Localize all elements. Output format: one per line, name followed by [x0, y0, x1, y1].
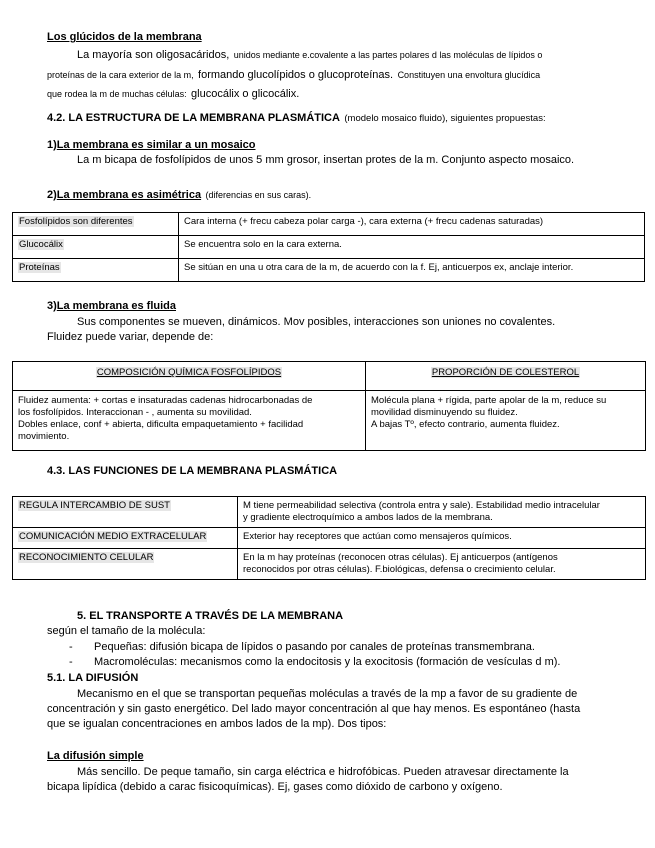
section-5-heading: 5. EL TRANSPORTE A TRAVÉS DE LA MEMBRANA — [77, 610, 344, 622]
simple-diffusion-paragraph — [47, 765, 647, 794]
table-text-line: y gradiente electroquímico a ambos lados de la membrana. — [243, 512, 493, 523]
table-cell-text: Se encuentra solo en la cara externa. — [179, 236, 645, 259]
composition-header: COMPOSICIÓN QUÍMICA FOSFOLÍPIDOS — [96, 367, 282, 378]
table-label: REGULA INTERCAMBIO DE SUST — [19, 500, 170, 511]
point-1-title: La membrana es similar a un mosaico — [56, 139, 256, 151]
point-1-number: 1) — [47, 139, 57, 151]
paragraph-line: que se igualan concentraciones en ambos lados de la mp). Dos tipos: — [47, 718, 387, 730]
glucidos-text-2a: proteínas de la cara exterior de la m, — [47, 70, 194, 80]
table-cell-text: Cara interna (+ frecu cabeza polar carga -), cara externa (+ frecu cadenas saturadas) — [179, 213, 645, 236]
composition-line: los fosfolípidos. Interaccionan - , aumenta su movilidad. — [18, 407, 252, 418]
paragraph-line: Más sencillo. De peque tamaño, sin carga eléctrica e hidrofóbicas. Pueden atravesar directamente la — [77, 766, 569, 778]
table-header-cell — [13, 362, 366, 391]
functions-table — [12, 496, 646, 580]
table-cell-label — [13, 528, 238, 549]
table-row — [13, 497, 646, 528]
point-3-heading — [47, 299, 176, 313]
table-row — [13, 549, 646, 580]
glucidos-heading: Los glúcidos de la membrana — [47, 31, 202, 43]
section-4-2-title: 4.2. LA ESTRUCTURA DE LA MEMBRANA PLASMÁTICA — [47, 112, 340, 124]
point-2-note: (diferencias en sus caras). — [205, 190, 312, 200]
table-cell-label — [13, 497, 238, 528]
list-item: - Macromoléculas: mecanismos como la endocitosis y la exocitosis (formación de vesículas d m). — [47, 655, 647, 669]
point-2-heading — [47, 185, 311, 203]
paragraph-line: bicapa lipídica (debido a carac fisicoquímicas). Ej, gases como dióxido de carbono y oxígeno. — [47, 781, 503, 793]
table-row — [13, 236, 645, 259]
table-row — [13, 391, 646, 451]
table-label: Proteínas — [19, 262, 60, 273]
section-5-1-heading: 5.1. LA DIFUSIÓN — [47, 672, 139, 684]
point-2-number: 2) — [47, 189, 57, 201]
cholesterol-cell — [366, 391, 646, 451]
paragraph-line: concentración y sin gasto energético. Del lado mayor concentración al que hay menos. Es espontáneo (hasta — [47, 703, 581, 715]
glucidos-paragraph — [47, 45, 647, 102]
point-2-title: La membrana es asimétrica — [56, 189, 202, 201]
table-header-cell — [366, 362, 646, 391]
table-row — [13, 528, 646, 549]
list-item: - Pequeñas: difusión bicapa de lípidos o pasando por canales de proteínas transmembrana. — [47, 640, 647, 654]
transport-list — [47, 640, 647, 669]
point-1-heading — [47, 138, 255, 152]
composition-line: Fluidez aumenta: + cortas e insaturadas cadenas hidrocarbonadas de — [18, 395, 313, 406]
table-label: Fosfolípidos son diferentes — [19, 216, 133, 227]
cholesterol-line: Molécula plana + rígida, parte apolar de la m, reduce su — [371, 395, 607, 406]
cholesterol-header: PROPORCIÓN DE COLESTEROL — [431, 367, 580, 378]
asymmetry-table — [12, 212, 645, 282]
point-3-number: 3) — [47, 300, 57, 312]
table-cell-label — [13, 549, 238, 580]
table-cell-label — [13, 213, 179, 236]
paragraph-line: Mecanismo en el que se transportan pequeñas moléculas a través de la mp a favor de su gradiente de — [77, 688, 578, 700]
table-cell-text — [238, 528, 646, 549]
table-cell-label — [13, 236, 179, 259]
table-row — [13, 213, 645, 236]
section-4-2-heading — [47, 108, 546, 126]
glucidos-text-2c: Constituyen una envoltura glucídica — [397, 70, 541, 80]
section-5-subtitle: según el tamaño de la molécula: — [47, 625, 206, 637]
table-text-line: reconocidos por otras células). F.biológicas, defensa o crecimiento celular. — [243, 564, 556, 575]
glucidos-text-1b: unidos mediante e.covalente a las partes polares d las moléculas de lípidos o — [233, 50, 543, 60]
simple-diffusion-heading: La difusión simple — [47, 750, 144, 762]
section-4-3-heading: 4.3. LAS FUNCIONES DE LA MEMBRANA PLASMÁTICA — [47, 465, 338, 477]
composition-line: movimiento. — [18, 431, 70, 442]
point-3-line-2: Fluidez puede variar, depende de: — [47, 331, 214, 343]
fluidity-table — [12, 361, 646, 451]
table-cell-text: Se sitúan en una u otra cara de la m, de acuerdo con la f. Ej, anticuerpos ex, anclaje interior. — [179, 259, 645, 282]
table-cell-label — [13, 259, 179, 282]
table-text-line: En la m hay proteínas (reconocen otras células). Ej anticuerpos (antígenos — [243, 552, 558, 563]
table-row — [13, 259, 645, 282]
glucidos-text-3b: glucocálix o glicocálix. — [191, 88, 300, 100]
point-1-text: La m bicapa de fosfolípidos de unos 5 mm grosor, insertan protes de la m. Conjunto aspecto mosaico. — [77, 154, 575, 166]
table-cell-text — [238, 497, 646, 528]
composition-cell — [13, 391, 366, 451]
section-4-2-note: (modelo mosaico fluido), siguientes propuestas: — [344, 113, 546, 124]
glucidos-text-1a: La mayoría son oligosacáridos, — [77, 49, 230, 61]
diffusion-paragraph — [47, 687, 647, 731]
cholesterol-line: A bajas Tº, efecto contrario, aumenta fluidez. — [371, 419, 560, 430]
table-label: COMUNICACIÓN MEDIO EXTRACELULAR — [19, 531, 207, 542]
table-row — [13, 362, 646, 391]
table-cell-text — [238, 549, 646, 580]
glucidos-text-3a: que rodea la m de muchas células: — [47, 89, 187, 99]
glucidos-text-2b: formando glucolípidos o glucoproteínas. — [198, 69, 394, 81]
table-label: Glucocálix — [19, 239, 63, 250]
point-3-title: La membrana es fluida — [56, 300, 176, 312]
table-text-line: M tiene permeabilidad selectiva (controla entra y sale). Estabilidad medio intracelular — [243, 500, 600, 511]
point-3-line-1: Sus componentes se mueven, dinámicos. Mov posibles, interacciones son uniones no covalentes. — [77, 316, 556, 328]
table-text-line: Exterior hay receptores que actúan como mensajeros químicos. — [243, 531, 512, 542]
composition-line: Dobles enlace, conf + abierta, dificulta empaquetamiento + facilidad — [18, 419, 304, 430]
cholesterol-line: movilidad disminuyendo su fluidez. — [371, 407, 518, 418]
table-label: RECONOCIMIENTO CELULAR — [19, 552, 154, 563]
